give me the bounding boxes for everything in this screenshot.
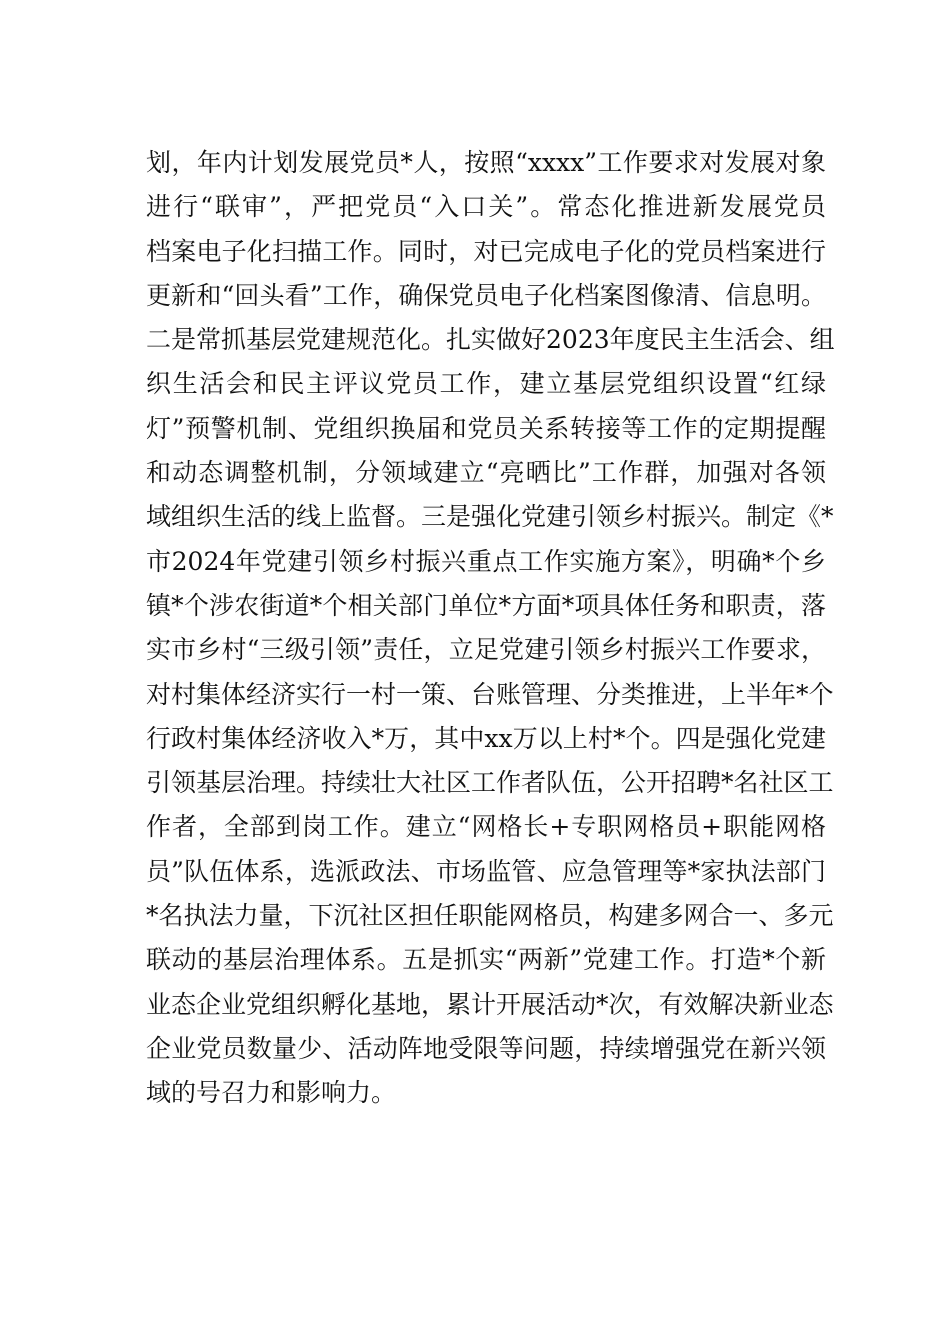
- text-line: 和动态调整机制，分领域建立“亮晒比”工作群，加强对各领: [146, 458, 826, 488]
- text-line: 进行“联审”，严把党员“入口关”。常态化推进新发展党员: [146, 192, 826, 222]
- text-line: 域的号召力和影响力。: [146, 1078, 397, 1108]
- text-line: 织生活会和民主评议党员工作，建立基层党组织设置“红绿: [146, 369, 826, 399]
- text-line: 市2024年党建引领乡村振兴重点工作实施方案》，明确*个乡: [146, 546, 826, 576]
- text-line: 作者，全部到岗工作。建立“网格长+专职网格员+职能网格: [146, 812, 826, 842]
- body-text: [146, 141, 835, 1116]
- text-line: 域组织生活的线上监督。三是强化党建引领乡村振兴。制定《*: [146, 502, 834, 532]
- text-line: 行政村集体经济收入*万，其中xx万以上村*个。四是强化党建: [146, 723, 826, 753]
- text-line: 员”队伍体系，选派政法、市场监管、应急管理等*家执法部门: [146, 856, 826, 886]
- text-line: 灯”预警机制、党组织换届和党员关系转接等工作的定期提醒: [146, 413, 826, 443]
- text-line: 企业党员数量少、活动阵地受限等问题，持续增强党在新兴领: [146, 1033, 826, 1063]
- text-line: 划，年内计划发展党员*人，按照“xxxx”工作要求对发展对象: [146, 148, 826, 177]
- text-line: 镇*个涉农街道*个相关部门单位*方面*项具体任务和职责，落: [146, 590, 826, 620]
- text-line: *名执法力量，下沉社区担任职能网格员，构建多网合一、多元: [146, 901, 834, 931]
- text-line: 更新和“回头看”工作，确保党员电子化档案图像清、信息明。: [146, 280, 826, 310]
- text-line: 业态企业党组织孵化基地，累计开展活动*次，有效解决新业态: [146, 989, 834, 1019]
- text-line: 档案电子化扫描工作。同时，对已完成电子化的党员档案进行: [146, 236, 826, 266]
- text-line: 引领基层治理。持续壮大社区工作者队伍，公开招聘*名社区工: [146, 768, 834, 798]
- text-line: 联动的基层治理体系。五是抓实“两新”党建工作。打造*个新: [146, 945, 826, 975]
- text-line: 二是常抓基层党建规范化。扎实做好2023年度民主生活会、组: [146, 325, 835, 355]
- text-line: 对村集体经济实行一村一策、台账管理、分类推进，上半年*个: [146, 679, 834, 709]
- text-line: 实市乡村“三级引领”责任，立足党建引领乡村振兴工作要求，: [146, 635, 826, 665]
